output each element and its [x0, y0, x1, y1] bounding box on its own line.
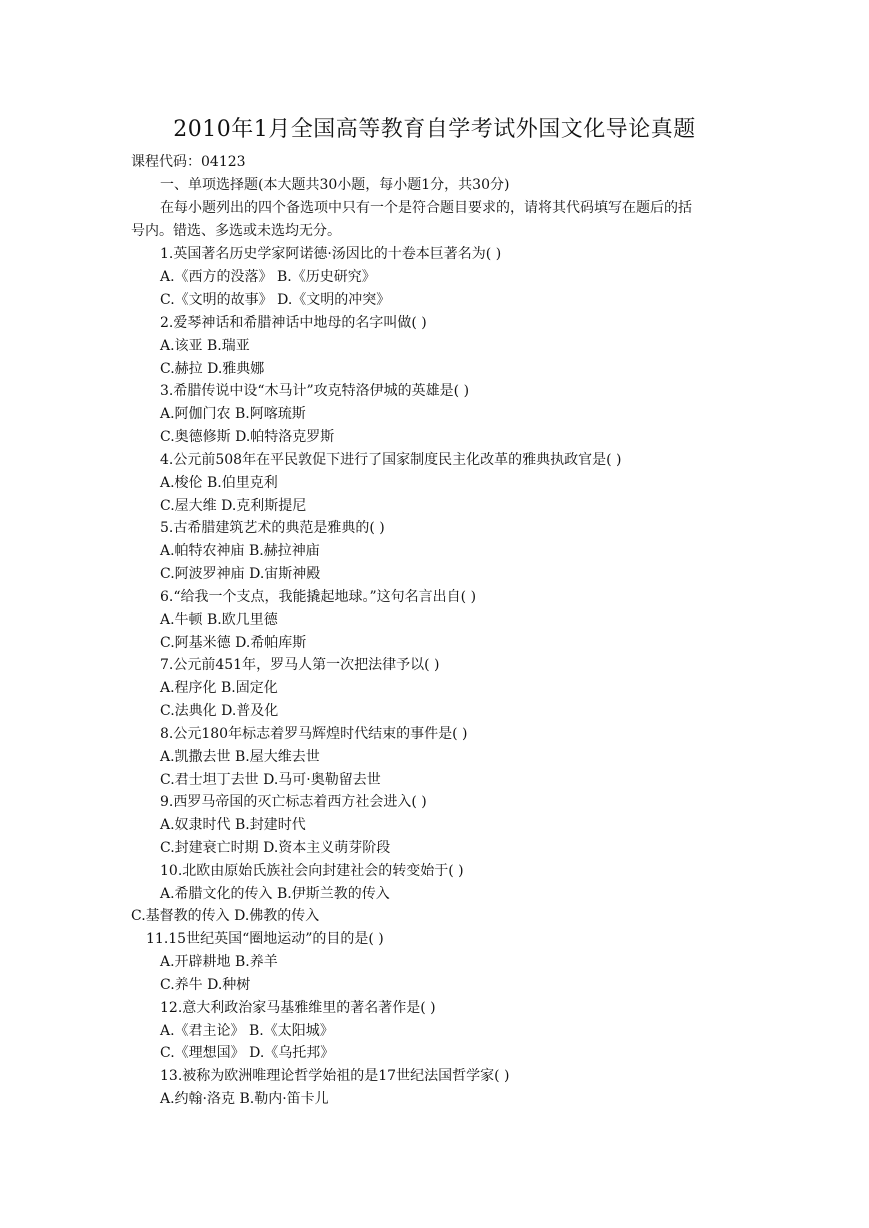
question-9-options-ab: A.奴隶时代 B.封建时代 — [160, 817, 306, 833]
question-3-options-ab: A.阿伽门农 B.阿喀琉斯 — [160, 406, 306, 422]
question-4: 4.公元前508年在平民敦促下进行了国家制度民主化改革的雅典执政官是( ) — [160, 452, 622, 468]
instructions-line-2: 号内。错选、多选或未选均无分。 — [131, 223, 341, 239]
question-11-options-cd: C.养牛 D.种树 — [160, 977, 251, 993]
page-title: 2010年1月全国高等教育自学考试外国文化导论真题 — [173, 117, 696, 142]
question-5-options-cd: C.阿波罗神庙 D.宙斯神殿 — [160, 566, 321, 582]
question-7-options-cd: C.法典化 D.普及化 — [160, 703, 279, 719]
question-8: 8.公元180年标志着罗马辉煌时代结束的事件是( ) — [160, 726, 468, 742]
instructions-line-1: 在每小题列出的四个备选项中只有一个是符合题目要求的，请将其代码填写在题后的括 — [160, 200, 692, 216]
question-11: 11.15世纪英国“圈地运动”的目的是( ) — [146, 931, 384, 947]
question-2-options-cd: C.赫拉 D.雅典娜 — [160, 361, 265, 377]
question-7-options-ab: A.程序化 B.固定化 — [160, 680, 278, 696]
question-11-options-ab: A.开辟耕地 B.养羊 — [160, 954, 278, 970]
question-10: 10.北欧由原始氏族社会向封建社会的转变始于( ) — [160, 863, 464, 879]
question-4-options-ab: A.梭伦 B.伯里克利 — [160, 475, 278, 491]
question-9-options-cd: C.封建衰亡时期 D.资本主义萌芽阶段 — [160, 840, 391, 856]
question-12-options-cd: C.《理想国》 D.《乌托邦》 — [160, 1045, 335, 1061]
question-6: 6.“给我一个支点，我能撬起地球。”这句名言出自( ) — [160, 589, 477, 605]
question-2-options-ab: A.该亚 B.瑞亚 — [160, 338, 250, 354]
question-10-options-cd: C.基督教的传入 D.佛教的传入 — [131, 908, 320, 924]
question-12-options-ab: A.《君主论》 B.《太阳城》 — [160, 1023, 334, 1039]
question-2: 2.爱琴神话和希腊神话中地母的名字叫做( ) — [160, 315, 427, 331]
question-1: 1.英国著名历史学家阿诺德·汤因比的十卷本巨著名为( ) — [160, 246, 502, 262]
question-10-options-ab: A.希腊文化的传入 B.伊斯兰教的传入 — [160, 886, 390, 902]
question-1-options-ab: A.《西方的没落》 B.《历史研究》 — [160, 269, 376, 285]
question-6-options-ab: A.牛顿 B.欧几里德 — [160, 612, 278, 628]
question-9: 9.西罗马帝国的灭亡标志着西方社会进入( ) — [160, 794, 427, 810]
question-7: 7.公元前451年，罗马人第一次把法律予以( ) — [160, 657, 440, 673]
question-13: 13.被称为欧洲唯理论哲学始祖的是17世纪法国哲学家( ) — [160, 1068, 510, 1084]
section-heading: 一、单项选择题(本大题共30小题，每小题1分，共30分) — [160, 177, 510, 193]
question-3-options-cd: C.奥德修斯 D.帕特洛克罗斯 — [160, 429, 335, 445]
question-12: 12.意大利政治家马基雅维里的著名著作是( ) — [160, 1000, 436, 1016]
question-8-options-ab: A.凯撒去世 B.屋大维去世 — [160, 749, 320, 765]
question-13-options-ab: A.约翰·洛克 B.勒内·笛卡儿 — [160, 1091, 329, 1107]
question-6-options-cd: C.阿基米德 D.希帕库斯 — [160, 635, 307, 651]
question-5-options-ab: A.帕特农神庙 B.赫拉神庙 — [160, 543, 320, 559]
course-code: 课程代码：04123 — [131, 154, 246, 170]
question-8-options-cd: C.君士坦丁去世 D.马可·奥勒留去世 — [160, 772, 381, 788]
question-5: 5.古希腊建筑艺术的典范是雅典的( ) — [160, 520, 385, 536]
question-3: 3.希腊传说中设“木马计”攻克特洛伊城的英雄是( ) — [160, 383, 470, 399]
question-4-options-cd: C.屋大维 D.克利斯提尼 — [160, 498, 307, 514]
question-1-options-cd: C.《文明的故事》 D.《文明的冲突》 — [160, 292, 391, 308]
